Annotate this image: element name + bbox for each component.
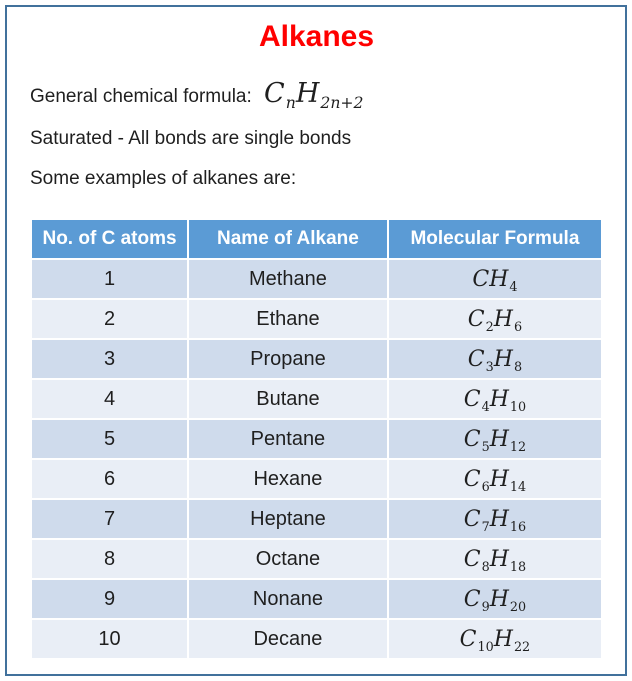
c-atoms-cell: 1 (31, 259, 188, 299)
table-row (31, 419, 602, 459)
table-row (31, 619, 602, 659)
molecular-formula-cell: $C_3H_8$ (388, 339, 602, 379)
c-atoms-cell: 4 (31, 379, 188, 419)
c-atoms-cell: 7 (31, 499, 188, 539)
molecular-formula-cell: $C_{10}H_{22}$ (388, 619, 602, 659)
alkane-name-cell: Butane (188, 379, 388, 419)
c-atoms-cell: 2 (31, 299, 188, 339)
col-header-alkane-name: Name of Alkane (188, 219, 388, 259)
alkanes-table (30, 218, 603, 660)
molecular-formula-cell: $C_7H_{16}$ (388, 499, 602, 539)
alkane-name-cell: Hexane (188, 459, 388, 499)
molecular-formula-cell: $C_8H_{18}$ (388, 539, 602, 579)
molecular-formula-cell: $C_5H_{12}$ (388, 419, 602, 459)
table-row (31, 499, 602, 539)
slide-content (30, 7, 603, 660)
table-header-row (31, 219, 602, 259)
alkane-name-cell: Heptane (188, 499, 388, 539)
alkane-name-cell: Propane (188, 339, 388, 379)
table-row (31, 259, 602, 299)
molecular-formula-cell: $C_6H_{14}$ (388, 459, 602, 499)
table-row (31, 459, 602, 499)
col-header-c-atoms: No. of C atoms (31, 219, 188, 259)
molecular-formula-cell: $C_4H_{10}$ (388, 379, 602, 419)
general-formula-label: General chemical formula: (30, 86, 252, 107)
c-atoms-cell: 8 (31, 539, 188, 579)
c-atoms-cell: 6 (31, 459, 188, 499)
alkane-name-cell: Methane (188, 259, 388, 299)
molecular-formula-cell: $CH_4$ (388, 259, 602, 299)
table-body (31, 259, 602, 659)
general-formula-line (30, 77, 603, 114)
saturated-line: Saturated - All bonds are single bonds (30, 128, 352, 149)
alkane-name-cell: Decane (188, 619, 388, 659)
general-formula: $C_nH_{2n+2}$ (264, 78, 364, 113)
c-atoms-cell: 3 (31, 339, 188, 379)
examples-line: Some examples of alkanes are: (30, 168, 297, 189)
alkane-name-cell: Ethane (188, 299, 388, 339)
table-header (31, 219, 602, 259)
c-atoms-cell: 9 (31, 579, 188, 619)
alkane-name-cell: Nonane (188, 579, 388, 619)
col-header-molecular-formula: Molecular Formula (388, 219, 602, 259)
molecular-formula-cell: $C_2H_6$ (388, 299, 602, 339)
c-atoms-cell: 10 (31, 619, 188, 659)
table-row (31, 379, 602, 419)
molecular-formula-cell: $C_9H_{20}$ (388, 579, 602, 619)
alkane-name-cell: Pentane (188, 419, 388, 459)
table-row (31, 299, 602, 339)
c-atoms-cell: 5 (31, 419, 188, 459)
page-title: Alkanes (258, 20, 375, 53)
table-row (31, 339, 602, 379)
table-row (31, 579, 602, 619)
alkane-name-cell: Octane (188, 539, 388, 579)
table-row (31, 539, 602, 579)
